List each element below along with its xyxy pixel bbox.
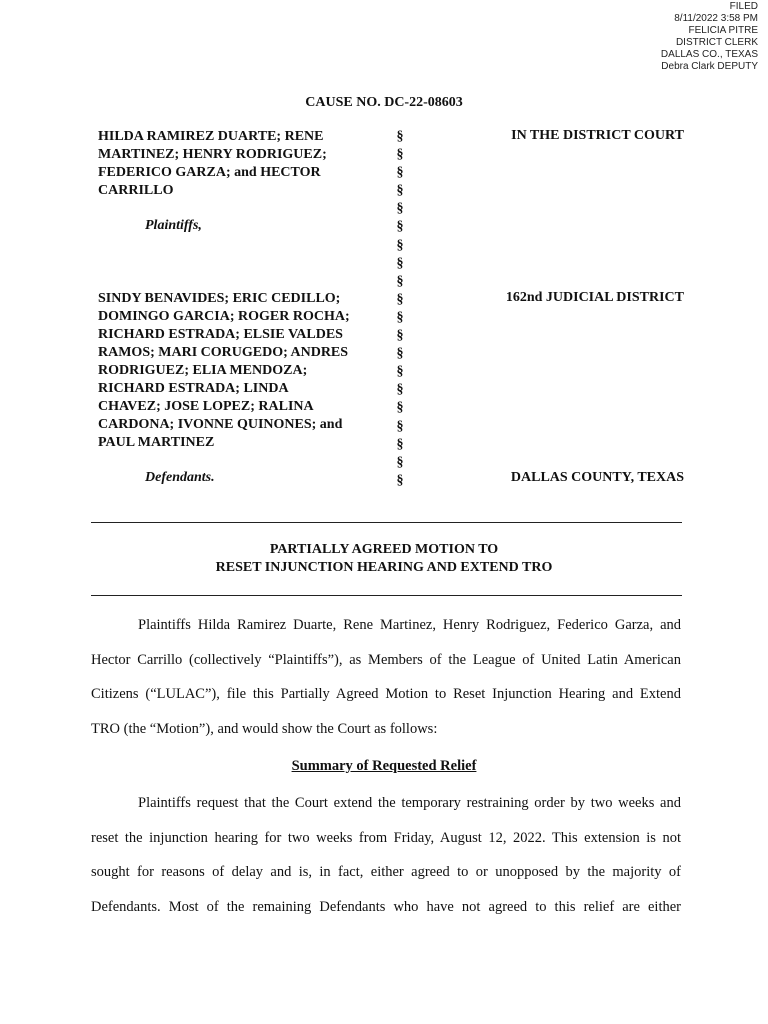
section-mark-column [393, 128, 407, 490]
defendant-line: RICHARD ESTRADA; ELSIE VALDES [98, 327, 343, 342]
intro-paragraph [91, 608, 681, 746]
section-mark: § [396, 328, 404, 344]
section-mark: § [396, 165, 404, 181]
section-mark: § [396, 219, 404, 235]
plaintiffs-block [98, 128, 388, 200]
paragraph-line: Plaintiffs Hilda Ramirez Duarte, Rene Martinez, Henry Rodriguez, Federico Garza, and [138, 617, 681, 633]
defendant-line: RICHARD ESTRADA; LINDA [98, 381, 289, 396]
defendant-line: CHAVEZ; JOSE LOPEZ; RALINA [98, 399, 314, 414]
defendant-line: RAMOS; MARI CORUGEDO; ANDRES [98, 345, 349, 360]
section-mark: § [396, 309, 404, 325]
section-mark: § [396, 472, 404, 488]
stamp-line: DISTRICT CLERK [675, 37, 758, 48]
stamp-line: FILED [729, 1, 758, 12]
filing-stamp [661, 1, 758, 73]
cause-number: CAUSE NO. DC-22-08603 [305, 95, 463, 110]
plaintiff-line: MARTINEZ; HENRY RODRIGUEZ; [98, 147, 327, 162]
plaintiffs-label: Plaintiffs, [145, 218, 202, 233]
section-mark: § [396, 183, 404, 199]
defendants-block [98, 290, 388, 452]
plaintiff-line: CARRILLO [98, 183, 174, 198]
defendant-line: PAUL MARTINEZ [98, 435, 215, 450]
section-mark: § [396, 400, 404, 416]
plaintiff-line: FEDERICO GARZA; and HECTOR [98, 165, 321, 180]
stamp-line: DALLAS CO., TEXAS [660, 49, 758, 60]
paragraph-line: reset the injunction hearing for two weeks from Friday, August 12, 2022. This extension is not [91, 829, 681, 846]
paragraph-line: Defendants. Most of the remaining Defendants who have not agreed to this relief are either [91, 898, 681, 915]
section-mark: § [396, 237, 404, 253]
section-mark: § [396, 454, 404, 470]
stamp-line: 8/11/2022 3:58 PM [674, 13, 758, 24]
paragraph-line: Plaintiffs request that the Court extend the temporary restraining order by two weeks and [138, 795, 681, 811]
stamp-line: Debra Clark DEPUTY [661, 61, 758, 72]
section-mark: § [396, 382, 404, 398]
motion-title-line: PARTIALLY AGREED MOTION TO [269, 542, 499, 557]
defendant-line: RODRIGUEZ; ELIA MENDOZA; [98, 363, 308, 378]
divider-bottom [91, 595, 682, 596]
plaintiff-line: HILDA RAMIREZ DUARTE; RENE [98, 129, 324, 144]
defendant-line: SINDY BENAVIDES; ERIC CEDILLO; [98, 291, 341, 306]
section-mark: § [396, 418, 404, 434]
defendant-line: CARDONA; IVONNE QUINONES; and [98, 417, 343, 432]
defendant-line: DOMINGO GARCIA; ROGER ROCHA; [98, 309, 350, 324]
summary-heading: Summary of Requested Relief [291, 758, 477, 774]
section-mark: § [396, 436, 404, 452]
motion-title-line: RESET INJUNCTION HEARING AND EXTEND TRO [215, 560, 553, 575]
stamp-line: FELICIA PITRE [688, 25, 758, 36]
section-mark: § [396, 291, 404, 307]
county-label: DALLAS COUNTY, TEXAS [510, 470, 684, 485]
section-mark: § [396, 273, 404, 289]
paragraph-line: Hector Carrillo (collectively “Plaintiffs”), as Members of the League of United Latin American [91, 651, 681, 668]
section-mark: § [396, 255, 404, 271]
paragraph-line: Citizens (“LULAC”), file this Partially Agreed Motion to Reset Injunction Hearing and Extend [91, 686, 681, 702]
section-mark: § [396, 201, 404, 217]
section-mark: § [396, 129, 404, 144]
section-mark: § [396, 346, 404, 362]
defendants-label: Defendants. [145, 470, 215, 485]
section-mark: § [396, 147, 404, 163]
motion-title [0, 541, 768, 577]
district-label: 162nd JUDICIAL DISTRICT [505, 290, 684, 305]
divider-top [91, 522, 682, 523]
summary-paragraph [91, 786, 681, 924]
paragraph-line: TRO (the “Motion”), and would show the Court as follows: [91, 720, 438, 737]
paragraph-line: sought for reasons of delay and is, in fact, either agreed to or unopposed by the majority of [91, 864, 681, 880]
court-label: IN THE DISTRICT COURT [511, 128, 684, 143]
section-mark: § [396, 364, 404, 380]
